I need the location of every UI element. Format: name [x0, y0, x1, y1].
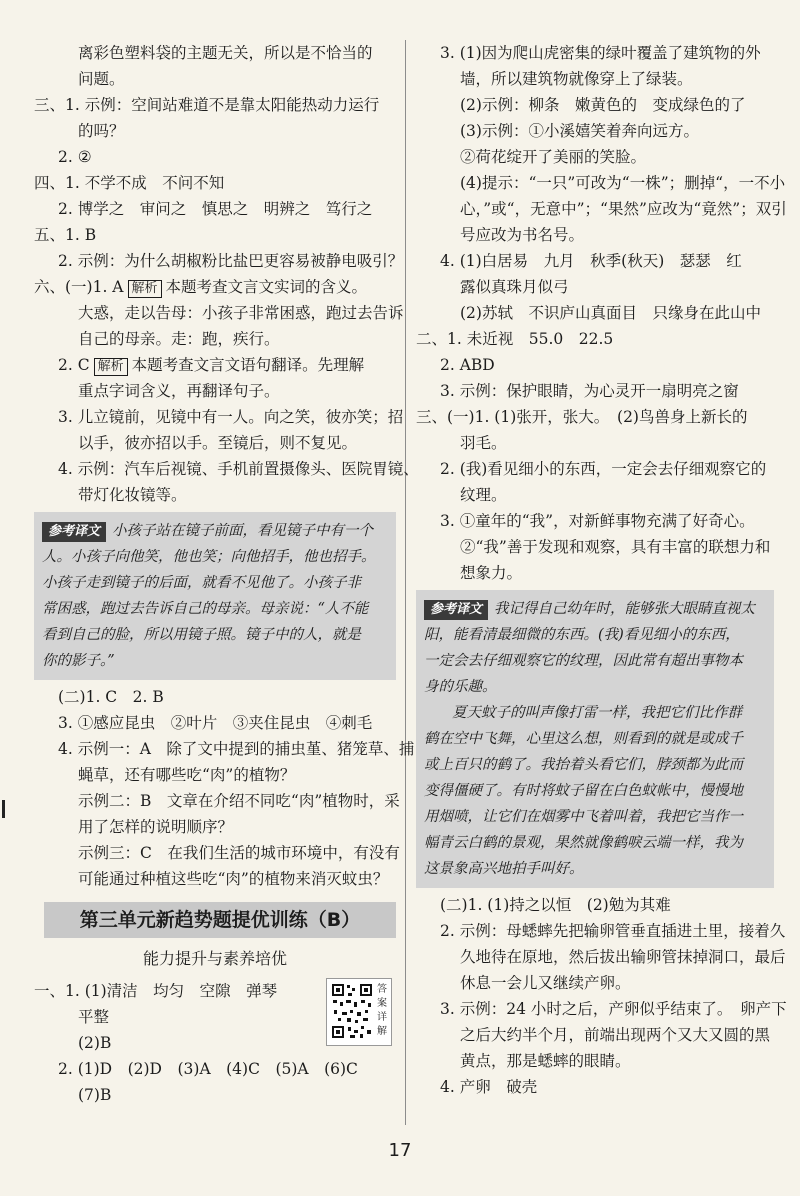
answer-line: 心，”或“，无意中”；“果然”应改为“竟然”；双引: [460, 200, 787, 218]
reference-translation-box: [34, 512, 396, 680]
answer-line: 用了怎样的说明顺序？: [78, 818, 234, 836]
answer-line: 三、1. 示例：空间站难道不是靠太阳能热动力运行: [34, 96, 380, 114]
answer-line: (2)B: [78, 1034, 112, 1052]
page-number: 17: [388, 1140, 412, 1161]
answer-line: 之后大约半个月，前端出现两个又大又圆的黑: [460, 1026, 771, 1044]
answer-line: 重点字词含义，再翻译句子。: [78, 382, 280, 400]
answer-line: 2. (1)D (2)D (3)A (4)C (5)A (6)C: [58, 1060, 358, 1078]
answer-line: 3. 示例：24 小时之后，产卵似乎结束了。 卵产下: [440, 1000, 787, 1018]
reference-text: 变得僵硬了。有时将蚊子留在白色蚊帐中，慢慢地: [424, 783, 743, 799]
reference-text: 看到自己的脸，所以用镜子照。镜子中的人，就是: [42, 627, 361, 643]
section-subtitle: 能力提升与素养培优: [142, 949, 287, 968]
answer-line: 四、1. 不学不成 不问不知: [34, 174, 225, 192]
reference-text: 阳，能看清最细微的东西。(我)看见细小的东西，: [424, 627, 740, 643]
answer-line: 3. (1)因为爬山虎密集的绿叶覆盖了建筑物的外: [440, 44, 761, 62]
answer-line: (二)1. C 2. B: [58, 688, 164, 706]
reference-text: 这景象高兴地拍手叫好。: [424, 861, 584, 877]
right-column: [416, 40, 787, 1100]
answer-line: (二)1. (1)持之以恒 (2)勉为其难: [440, 896, 671, 914]
column-divider: [405, 40, 406, 1125]
answer-line: 3. 儿立镜前，见镜中有一人。向之笑，彼亦笑；招: [58, 408, 404, 426]
answer-line: ②荷花绽开了美丽的笑脸。: [460, 148, 647, 166]
answer-line: 2. 博学之 审问之 慎思之 明辨之 笃行之: [58, 200, 373, 218]
answer-line: 2. ABD: [440, 356, 495, 374]
answer-line: 号应改为书名号。: [460, 226, 585, 244]
reference-text: 常困惑，跑过去告诉自己的母亲。母亲说：“人不能: [42, 601, 369, 617]
answer-line: (2)苏轼 不识庐山真面目 只缘身在此山中: [460, 304, 761, 322]
answer-line: 4. (1)白居易 九月 秋季(秋天) 瑟瑟 红: [440, 252, 742, 270]
reference-text: 用烟喷，让它们在烟雾中飞着叫着，我把它当作一: [424, 809, 743, 825]
answer-line-q6-2: [34, 352, 396, 378]
analysis-tag: 解析: [94, 358, 128, 376]
answer-line: 4. 示例：汽车后视镜、手机前置摄像头、医院胃镜、: [58, 460, 419, 478]
reference-text: 夏天蚊子的叫声像打雷一样，我把它们比作群: [452, 705, 742, 721]
answer-line: 2. 示例：母蟋蟀先把输卵管垂直插进土里，接着久: [440, 922, 786, 940]
answer-line: 2. 示例：为什么胡椒粉比盐巴更容易被静电吸引？: [58, 252, 404, 270]
answer-line: 3. ①童年的“我”，对新鲜事物充满了好奇心。: [440, 512, 755, 530]
answer-line: ②“我”善于发现和观察，具有丰富的联想力和: [460, 538, 771, 556]
reference-text: 你的影子。”: [42, 653, 115, 669]
analysis-tag: 解析: [128, 280, 162, 298]
answer-line: 3. ①感应昆虫 ②叶片 ③夹住昆虫 ④刺毛: [58, 714, 373, 732]
answer-line: 离彩色塑料袋的主题无关，所以是不恰当的: [78, 44, 373, 62]
answer-line: 4. 示例一：A 除了文中提到的捕虫堇、猪笼草、捕: [58, 740, 415, 758]
answer-line: 三、(一)1. (1)张开，张大。 (2)鸟兽身上新长的: [416, 408, 748, 426]
answer-line: 自己的母亲。走：跑，疾行。: [78, 330, 280, 348]
answer-line: 大惑，走以告母：小孩子非常困惑，跑过去告诉: [78, 304, 404, 322]
reference-text: 身的乐趣。: [424, 679, 497, 695]
reference-translation-box: [416, 590, 774, 888]
answer-line: 的吗？: [78, 122, 125, 140]
answer-line: (4)提示：“一只”可改为“一株”；删掉“，一不小: [460, 174, 786, 192]
answer-line: 示例二：B 文章在介绍不同吃“肉”植物时，采: [78, 792, 400, 810]
answer-line: 带灯化妆镜等。: [78, 486, 187, 504]
answer-line: 想象力。: [460, 564, 523, 582]
answer-line: 黄点，那是蟋蟀的眼睛。: [460, 1052, 631, 1070]
answer-line: 休息一会儿又继续产卵。: [460, 974, 631, 992]
reference-text: 幅青云白鹤的景观，果然就像鹤唳云端一样，我为: [424, 835, 743, 851]
reference-text: 小孩子站在镜子前面，看见镜子中有一个: [112, 523, 374, 539]
answer-line: (2)示例：柳条 嫩黄色的 变成绿色的了: [460, 96, 746, 114]
answer-line: 示例三：C 在我们生活的城市环境中，有没有: [78, 844, 400, 862]
answer-text: 本题考查文言文实词的含义。: [165, 278, 368, 296]
answer-line: 2. (我)看见细小的东西，一定会去仔细观察它的: [440, 460, 767, 478]
reference-text: 一定会去仔细观察它的纹理，因此常有超出事物本: [424, 653, 743, 669]
answer-line: 4. 产卵 破壳: [440, 1078, 538, 1096]
answer-line: 一、1. (1)清洁 均匀 空隙 弹琴: [34, 982, 278, 1000]
answer-line: 问题。: [78, 70, 125, 88]
binding-mark: [2, 800, 5, 818]
answer-line: 久地待在原地，然后拔出输卵管抹掉洞口，最后: [460, 948, 786, 966]
answer-line: (7)B: [78, 1086, 112, 1104]
answer-line: 平整: [78, 1008, 110, 1026]
reference-text: 小孩子走到镜子的后面，就看不见他了。小孩子非: [42, 575, 361, 591]
left-column: [34, 40, 419, 1108]
qr-code-caption: 答案详解: [377, 984, 387, 1037]
answer-line: 露似真珠月似弓: [460, 278, 569, 296]
answer-line: 2. ②: [58, 148, 92, 166]
answer-text: 2. C: [58, 356, 90, 374]
answer-line: 以手，彼亦招以手。至镜后，则不复见。: [78, 434, 358, 452]
answer-line: 五、1. B: [34, 226, 97, 244]
reference-text: 我记得自己幼年时，能够张大眼睛直视太: [494, 601, 756, 617]
reference-text: 鹤在空中飞舞，心里这么想，则看到的就是或成千: [424, 731, 743, 747]
unit-title: 第三单元新趋势题提优训练（B）: [44, 902, 396, 938]
answer-line: 二、1. 未近视 55.0 22.5: [416, 330, 614, 348]
answer-line: 蝇草，还有哪些吃“肉”的植物？: [78, 766, 296, 784]
answer-line: 墙，所以建筑物就像穿上了绿装。: [460, 70, 693, 88]
reference-translation-label: 参考译文: [424, 600, 488, 620]
answer-line: 3. 示例：保护眼睛，为心灵开一扇明亮之窗: [440, 382, 739, 400]
reference-text: 或上百只的鹤了。我抬着头看它们，脖颈都为此而: [424, 757, 743, 773]
answer-text: 本题考查文言文语句翻译。先理解: [131, 356, 365, 374]
reference-translation-label: 参考译文: [42, 522, 106, 542]
answer-line: 可能通过种植这些吃“肉”的植物来消灭蚊虫？: [78, 870, 389, 888]
answer-text: 六、(一)1. A: [34, 278, 124, 296]
answer-line: 纹理。: [460, 486, 507, 504]
answer-line: 羽毛。: [460, 434, 507, 452]
reference-text: 人。小孩子向他笑，他也笑；向他招手，他也招手。: [42, 549, 376, 565]
answer-line-q6-1: [34, 274, 396, 300]
answer-line: (3)示例：①小溪嬉笑着奔向远方。: [460, 122, 699, 140]
